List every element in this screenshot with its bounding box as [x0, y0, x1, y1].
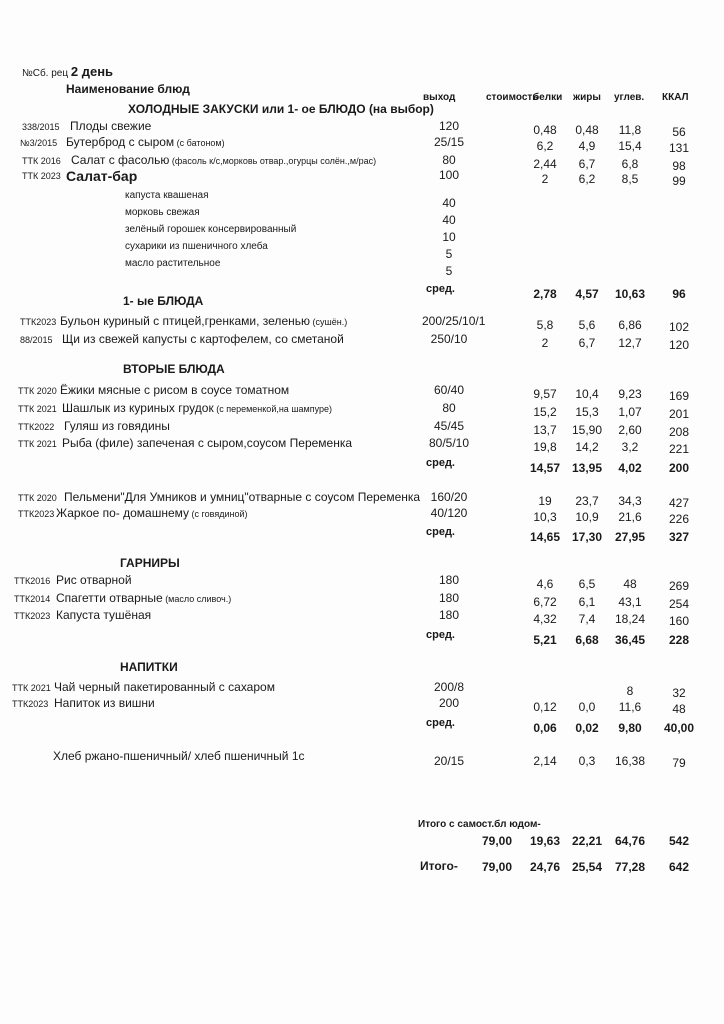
- output-value: 80/5/10: [428, 436, 470, 450]
- protein-value: 0,48: [533, 123, 557, 137]
- carbs-value: 12,7: [618, 336, 642, 350]
- output-value: 200/8: [433, 680, 465, 694]
- average-f: 6,68: [575, 633, 599, 647]
- salad-bar-item: сухарики из пшеничного хлеба: [125, 241, 268, 252]
- protein-value: 15,2: [533, 405, 557, 419]
- col-cost: стоимость: [486, 92, 539, 103]
- protein-value: 19,8: [533, 440, 557, 454]
- section-cold-title: ХОЛОДНЫЕ ЗАКУСКИ или 1- ое БЛЮДО (на выбор): [128, 102, 434, 116]
- average-kcal: 327: [668, 530, 690, 544]
- carbs-value: 11,8: [618, 123, 642, 137]
- carbs-value: 18,24: [614, 612, 646, 626]
- recipe-code: ТТК2022: [18, 422, 55, 432]
- output-value: 180: [438, 573, 460, 587]
- fat-value: 0,48: [575, 123, 599, 137]
- fat-value: 6,2: [578, 172, 596, 186]
- bread-carbs: 16,38: [614, 754, 646, 768]
- kcal-value: 254: [668, 597, 690, 611]
- average-f: 13,95: [571, 461, 603, 475]
- bread-kcal: 79: [672, 756, 686, 770]
- average-p: 14,65: [529, 530, 561, 544]
- carbs-value: 34,3: [618, 494, 642, 508]
- protein-value: 10,3: [533, 510, 557, 524]
- total-self-label: Итого с самост.бл юдом-: [418, 819, 541, 830]
- dish-name: Плоды свежие: [70, 119, 152, 133]
- dish-note: (сушён.): [310, 317, 348, 327]
- recipe-code: ТТК2014: [14, 594, 51, 604]
- dish-note: (с говядиной): [189, 509, 248, 519]
- average-c: 10,63: [614, 287, 646, 301]
- carbs-value: 21,6: [618, 510, 642, 524]
- recipe-code: ТТК 2021: [12, 683, 51, 693]
- total-label: Итого-: [420, 859, 458, 873]
- dish-name: Рыба (филе) запеченая с сыром,соусом Переменка: [62, 436, 353, 450]
- average-kcal: 40,00: [663, 721, 695, 735]
- total-self-c: 64,76: [614, 834, 646, 848]
- dish-note: (с переменкой,на шампуре): [213, 404, 333, 414]
- protein-value: 2: [541, 172, 549, 186]
- total-kcal: 642: [668, 860, 690, 874]
- col-kcal: ККАЛ: [662, 92, 689, 103]
- protein-value: 2: [541, 336, 549, 350]
- dish-name: Спагетти отварные (масло сливоч.): [56, 591, 232, 605]
- total-self-p: 19,63: [529, 834, 561, 848]
- fat-value: 23,7: [575, 494, 599, 508]
- col-protein: белки: [533, 92, 563, 103]
- dish-name: Чай черный пакетированный с сахаром: [54, 680, 275, 694]
- fat-value: 15,3: [575, 405, 599, 419]
- dish-name: Салат с фасолью (фасоль к/с,морковь отвар.,огурцы солён.,м/рас): [71, 153, 377, 167]
- total-self-kcal: 542: [668, 834, 690, 848]
- output-value: 180: [438, 608, 460, 622]
- average-label: сред.: [426, 283, 455, 295]
- kcal-value: 269: [668, 579, 690, 593]
- average-p: 5,21: [533, 633, 557, 647]
- protein-value: 6,72: [533, 595, 557, 609]
- total-c: 77,28: [614, 860, 646, 874]
- kcal-value: 201: [668, 407, 690, 421]
- protein-value: 4,6: [536, 577, 554, 591]
- output-value: 180: [438, 591, 460, 605]
- output-value: 80: [442, 401, 456, 415]
- dish-name: Шашлык из куриных грудок (с переменкой,на шампуре): [62, 401, 333, 415]
- carbs-value: 2,60: [618, 423, 642, 437]
- output-value: 45/45: [433, 419, 465, 433]
- carbs-value: 1,07: [618, 405, 642, 419]
- fat-value: 15,90: [571, 423, 603, 437]
- recipe-code: №3/2015: [20, 138, 58, 148]
- output-value: 60/40: [433, 383, 465, 397]
- protein-value: 19: [538, 494, 552, 508]
- fat-value: 6,7: [578, 336, 596, 350]
- dish-name: Бутерброд с сыром (с батоном): [66, 135, 225, 149]
- kcal-value: 98: [672, 159, 686, 173]
- recipe-code: ТТК 2023: [22, 171, 61, 181]
- output-value: 100: [438, 168, 460, 182]
- kcal-value: 48: [672, 702, 686, 716]
- salad-bar-output: 40: [442, 213, 456, 227]
- kcal-value: 160: [668, 614, 690, 628]
- recipe-code: ТТК2023: [20, 317, 57, 327]
- dish-name: Бульон куриный с птицей,гренками, зеленью (сушён.): [60, 314, 348, 328]
- fat-value: 6,1: [578, 595, 596, 609]
- carbs-value: 48: [623, 577, 637, 591]
- output-value: 40/120: [430, 506, 468, 520]
- section-second-title: ВТОРЫЕ БЛЮДА: [123, 362, 225, 376]
- total-cost: 79,00: [481, 860, 513, 874]
- output-value: 120: [438, 119, 460, 133]
- day-label: 2 день: [70, 64, 114, 79]
- carbs-value: 43,1: [618, 595, 642, 609]
- average-p: 2,78: [533, 287, 557, 301]
- average-f: 17,30: [571, 530, 603, 544]
- output-value: 80: [442, 153, 456, 167]
- recipe-code: 338/2015: [22, 122, 60, 132]
- dish-note: (фасоль к/с,морковь отвар.,огурцы солён.,м/рас): [169, 156, 377, 166]
- carbs-value: 8,5: [621, 172, 639, 186]
- salad-bar-output: 5: [445, 264, 453, 278]
- section-first-title: 1- ые БЛЮДА: [123, 294, 204, 308]
- dish-name: Напиток из вишни: [54, 696, 155, 710]
- section-drinks-title: НАПИТКИ: [120, 660, 178, 674]
- carbs-value: 11,6: [618, 700, 642, 714]
- bread-fat: 0,3: [578, 754, 596, 768]
- dish-name: Пельмени"Для Умников и умниц"отварные с соусом Переменка: [64, 490, 421, 504]
- recipe-code-label: №Сб. рец: [22, 68, 69, 79]
- col-fat: жиры: [573, 92, 601, 103]
- protein-value: 2,44: [533, 157, 557, 171]
- fat-value: 10,9: [575, 510, 599, 524]
- kcal-value: 102: [668, 320, 690, 334]
- dish-note: (с батоном): [174, 138, 225, 148]
- fat-value: 0,0: [578, 700, 596, 714]
- total-self-cost: 79,00: [481, 834, 513, 848]
- salad-bar-item: морковь свежая: [125, 207, 200, 218]
- protein-value: 9,57: [533, 387, 557, 401]
- salad-bar-output: 10: [442, 230, 456, 244]
- dish-name: Жаркое по- домашнему (с говядиной): [56, 506, 248, 520]
- output-value: 250/10: [430, 332, 468, 346]
- total-f: 25,54: [571, 860, 603, 874]
- total-self-f: 22,21: [571, 834, 603, 848]
- salad-bar-item: капуста квашеная: [125, 190, 209, 201]
- recipe-code: ТТК2016: [14, 576, 51, 586]
- average-c: 9,80: [618, 721, 642, 735]
- average-p: 0,06: [533, 721, 557, 735]
- recipe-code: ТТК2023: [18, 509, 55, 519]
- salad-bar-output: 40: [442, 196, 456, 210]
- average-c: 36,45: [614, 633, 646, 647]
- average-c: 4,02: [618, 461, 642, 475]
- dish-name: Рис отварной: [56, 573, 132, 587]
- dish-name: Щи из свежей капусты с картофелем, со сметаной: [62, 332, 344, 346]
- salad-bar-item: масло растительное: [125, 258, 221, 269]
- protein-value: 13,7: [533, 423, 557, 437]
- bread-output: 20/15: [433, 754, 465, 768]
- recipe-code: ТТК 2021: [18, 439, 57, 449]
- fat-value: 10,4: [575, 387, 599, 401]
- salad-bar-output: 5: [445, 247, 453, 261]
- recipe-code: ТТК 2016: [22, 156, 61, 166]
- average-f: 0,02: [575, 721, 599, 735]
- carbs-value: 3,2: [621, 440, 639, 454]
- bread-name: Хлеб ржано-пшеничный/ хлеб пшеничный 1с: [53, 749, 305, 763]
- dish-name-header: Наименование блюд: [66, 82, 190, 96]
- carbs-value: 8: [626, 684, 634, 698]
- fat-value: 6,5: [578, 577, 596, 591]
- output-value: 160/20: [430, 490, 468, 504]
- kcal-value: 56: [672, 125, 686, 139]
- dish-name: Салат-бар: [66, 168, 138, 184]
- dish-name: Гуляш из говядины: [64, 419, 170, 433]
- average-label: сред.: [426, 457, 455, 469]
- recipe-code: ТТК 2020: [18, 386, 57, 396]
- carbs-value: 6,8: [621, 157, 639, 171]
- kcal-value: 208: [668, 425, 690, 439]
- kcal-value: 99: [672, 174, 686, 188]
- dish-name: Ёжики мясные с рисом в соусе томатном: [60, 383, 290, 397]
- kcal-value: 221: [668, 442, 690, 456]
- kcal-value: 131: [668, 141, 690, 155]
- recipe-code: 88/2015: [20, 335, 53, 345]
- protein-value: 5,8: [536, 318, 554, 332]
- output-value: 200/25/10/1: [422, 314, 486, 328]
- salad-bar-item: зелёный горошек консервированный: [125, 224, 297, 235]
- average-label: сред.: [426, 717, 455, 729]
- protein-value: 4,32: [533, 612, 557, 626]
- output-value: 25/15: [433, 135, 465, 149]
- fat-value: 6,7: [578, 157, 596, 171]
- average-kcal: 228: [668, 633, 690, 647]
- average-label: сред.: [426, 526, 455, 538]
- recipe-code: ТТК2023: [14, 611, 51, 621]
- average-p: 14,57: [529, 461, 561, 475]
- fat-value: 7,4: [578, 612, 596, 626]
- recipe-code: ТТК 2020: [18, 493, 57, 503]
- section-garnish-title: ГАРНИРЫ: [120, 556, 180, 570]
- kcal-value: 226: [668, 512, 690, 526]
- fat-value: 4,9: [578, 139, 596, 153]
- col-output: выход: [423, 92, 456, 103]
- average-label: сред.: [426, 629, 455, 641]
- carbs-value: 6,86: [618, 318, 642, 332]
- bread-protein: 2,14: [533, 754, 557, 768]
- dish-note: (масло сливоч.): [162, 594, 232, 604]
- dish-name: Капуста тушёная: [56, 608, 152, 622]
- total-p: 24,76: [529, 860, 561, 874]
- output-value: 200: [438, 696, 460, 710]
- fat-value: 5,6: [578, 318, 596, 332]
- average-kcal: 200: [668, 461, 690, 475]
- average-f: 4,57: [575, 287, 599, 301]
- average-c: 27,95: [614, 530, 646, 544]
- carbs-value: 9,23: [618, 387, 642, 401]
- col-carbs: углев.: [614, 92, 645, 103]
- kcal-value: 120: [668, 338, 690, 352]
- kcal-value: 427: [668, 496, 690, 510]
- day-header: [22, 64, 113, 79]
- fat-value: 14,2: [575, 440, 599, 454]
- recipe-code: ТТК2023: [12, 699, 49, 709]
- carbs-value: 15,4: [618, 139, 642, 153]
- kcal-value: 169: [668, 389, 690, 403]
- recipe-code: ТТК 2021: [18, 404, 57, 414]
- protein-value: 0,12: [533, 700, 557, 714]
- protein-value: 6,2: [536, 139, 554, 153]
- average-kcal: 96: [672, 287, 686, 301]
- kcal-value: 32: [672, 686, 686, 700]
